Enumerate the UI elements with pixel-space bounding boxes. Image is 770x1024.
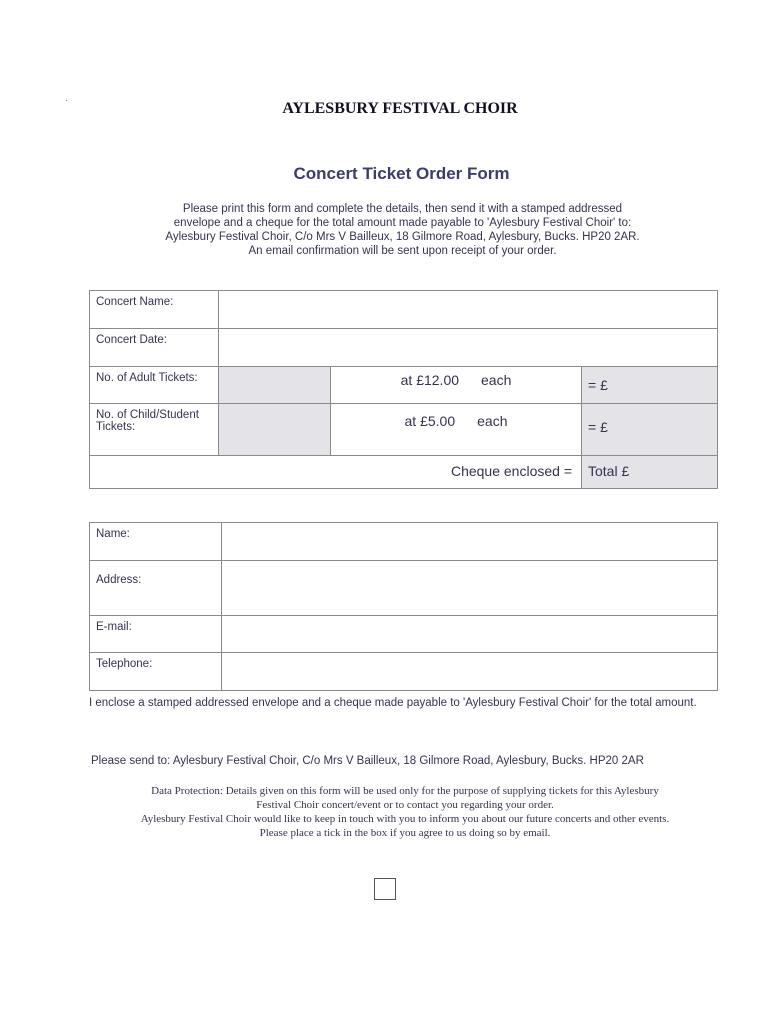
child-price: at £5.00 bbox=[404, 413, 456, 429]
adult-each: each bbox=[481, 372, 512, 388]
adult-price: at £12.00 bbox=[400, 372, 460, 388]
total-field[interactable]: Total £ bbox=[582, 456, 718, 489]
intro-line: envelope and a cheque for the total amount made payable to 'Aylesbury Festival Choir' to: bbox=[173, 217, 632, 229]
total-row bbox=[90, 456, 718, 489]
email-label: E-mail: bbox=[90, 616, 222, 653]
cheque-enclosed-label: Cheque enclosed = bbox=[90, 456, 582, 489]
telephone-row bbox=[90, 653, 718, 691]
child-tickets-label-line: Tickets: bbox=[96, 421, 136, 433]
adult-tickets-quantity-field[interactable] bbox=[219, 367, 331, 404]
intro-line: An email confirmation will be sent upon receipt of your order. bbox=[248, 245, 557, 257]
concert-date-row bbox=[90, 329, 718, 367]
intro-text bbox=[80, 202, 725, 258]
email-row bbox=[90, 616, 718, 653]
adult-subtotal-field[interactable]: = £ bbox=[582, 367, 718, 404]
consent-checkbox[interactable] bbox=[374, 878, 396, 900]
child-price-cell bbox=[331, 404, 582, 456]
data-protection-line: Data Protection: Details given on this form will be used only for the purpose of supplying tickets for this Aylesbury bbox=[151, 785, 659, 797]
data-protection-line: Please place a tick in the box if you agree to us doing so by email. bbox=[259, 827, 551, 839]
concert-date-label: Concert Date: bbox=[90, 329, 219, 367]
data-protection-line: Aylesbury Festival Choir would like to keep in touch with you to inform you about our future concerts and other events. bbox=[140, 813, 670, 825]
adult-tickets-row bbox=[90, 367, 718, 404]
child-tickets-label-line: No. of Child/Student bbox=[96, 409, 199, 421]
concert-name-label: Concert Name: bbox=[90, 291, 219, 329]
ticket-order-table bbox=[89, 290, 718, 489]
intro-line: Aylesbury Festival Choir, C/o Mrs V Bailleux, 18 Gilmore Road, Aylesbury, Bucks. HP20 2AR. bbox=[165, 231, 640, 243]
name-label: Name: bbox=[90, 523, 222, 561]
contact-details-table bbox=[89, 522, 718, 691]
declaration-text: I enclose a stamped addressed envelope and a cheque made payable to 'Aylesbury Festival Choir' for the total amount. bbox=[89, 697, 697, 709]
child-tickets-label bbox=[90, 404, 219, 456]
name-field[interactable] bbox=[222, 523, 718, 561]
child-subtotal-field[interactable]: = £ bbox=[582, 404, 718, 456]
telephone-label: Telephone: bbox=[90, 653, 222, 691]
address-label: Address: bbox=[90, 561, 222, 616]
concert-name-row bbox=[90, 291, 718, 329]
adult-price-cell bbox=[331, 367, 582, 404]
intro-line: Please print this form and complete the details, then send it with a stamped addressed bbox=[182, 203, 623, 215]
organisation-title: AYLESBURY FESTIVAL CHOIR bbox=[282, 100, 518, 117]
email-field[interactable] bbox=[222, 616, 718, 653]
data-protection-notice bbox=[60, 784, 750, 840]
form-title: Concert Ticket Order Form bbox=[293, 164, 510, 183]
concert-date-field[interactable] bbox=[219, 329, 718, 367]
address-row bbox=[90, 561, 718, 616]
send-to-address: Please send to: Aylesbury Festival Choir, C/o Mrs V Bailleux, 18 Gilmore Road, Aylesbury, Bucks. HP20 2AR bbox=[91, 755, 644, 767]
data-protection-line: Festival Choir concert/event or to contact you regarding your order. bbox=[256, 799, 554, 811]
child-each: each bbox=[477, 413, 508, 429]
child-tickets-quantity-field[interactable] bbox=[219, 404, 331, 456]
child-tickets-row bbox=[90, 404, 718, 456]
address-field[interactable] bbox=[222, 561, 718, 616]
concert-name-field[interactable] bbox=[219, 291, 718, 329]
adult-tickets-label: No. of Adult Tickets: bbox=[90, 367, 219, 404]
telephone-field[interactable] bbox=[222, 653, 718, 691]
name-row bbox=[90, 523, 718, 561]
